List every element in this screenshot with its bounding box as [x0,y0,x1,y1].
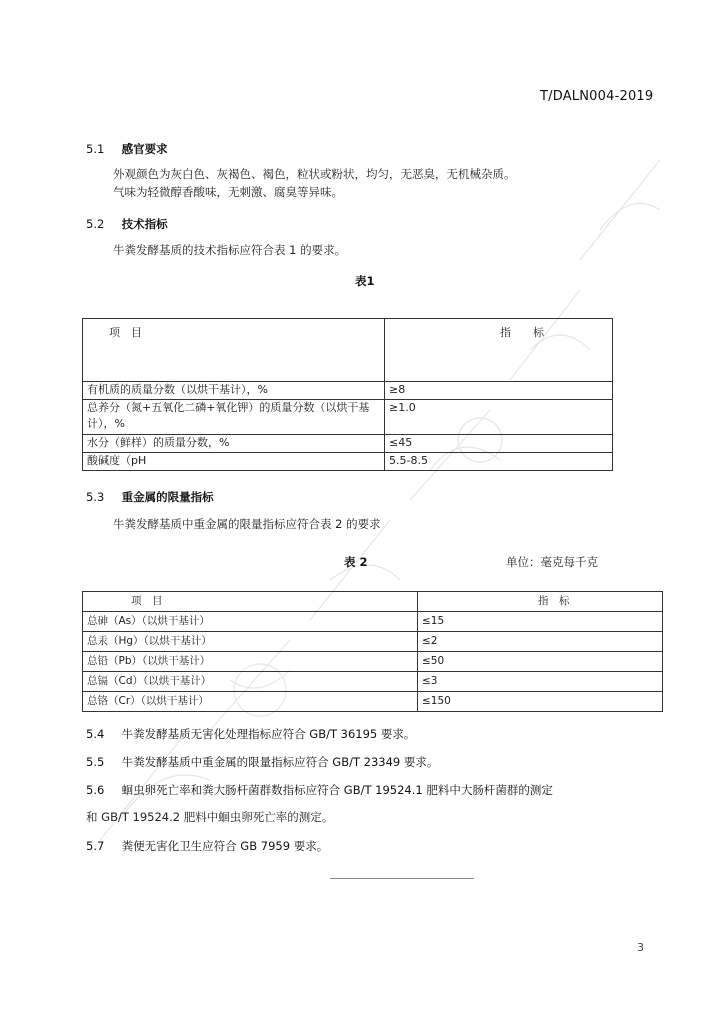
row-value: ≤45 [385,435,613,453]
section-text: 蛔虫卵死亡率和粪大肠杆菌群数指标应符合 GB/T 19524.1 肥料中大肠杆菌群的测定 [121,783,553,797]
row-item: 总砷（As）（以烘干基计） [83,612,418,632]
section-5-2-heading [86,216,168,232]
section-text: 牛粪发酵基质中重金属的限量指标应符合 GB/T 23349 要求。 [121,755,439,769]
header-item: 项 目 [83,319,385,382]
page-number: 3 [637,941,644,954]
row-item: 酸碱度（pH [83,453,385,471]
table-row [83,632,663,652]
section-title: 重金属的限量指标 [121,490,214,504]
section-number: 5.2 [86,217,105,231]
header-item: 项 目 [83,592,418,612]
table2 [82,591,663,712]
section-5-1-line2: 气味为轻微醇香酸味，无刺激、腐臭等异味。 [113,185,343,199]
section-5-3-heading [86,489,214,505]
section-5-2-line1: 牛粪发酵基质的技术指标应符合表 1 的要求。 [113,243,347,257]
row-item: 总养分（氮+五氧化二磷+氧化钾）的质量分数（以烘干基计），% [83,400,385,435]
section-number: 5.4 [86,727,105,741]
document-code: T/DALN004-2019 [540,89,654,104]
end-divider [330,878,474,879]
table2-caption: 表 2 [344,555,368,569]
row-item: 有机质的质量分数（以烘干基计），% [83,382,385,400]
table-row [83,612,663,632]
table-row [83,652,663,672]
section-number: 5.5 [86,755,105,769]
table2-unit: 单位：毫克每千克 [506,555,598,569]
table-row [83,382,613,400]
table-row [83,672,663,692]
row-value: ≤15 [418,612,663,632]
row-item: 总镉（Cd）（以烘干基计） [83,672,418,692]
section-5-5 [86,754,438,770]
section-number: 5.1 [86,142,105,156]
section-5-1-heading [86,141,168,157]
header-index: 指 标 [385,319,613,382]
section-text: 牛粪发酵基质无害化处理指标应符合 GB/T 36195 要求。 [121,727,416,741]
table-row [83,453,613,471]
row-value: ≤50 [418,652,663,672]
table-header-row [83,319,613,382]
row-value: ≥1.0 [385,400,613,435]
table-row [83,400,613,435]
row-item: 总汞（Hg）（以烘干基计） [83,632,418,652]
section-5-3-line1: 牛粪发酵基质中重金属的限量指标应符合表 2 的要求 [113,517,381,531]
row-item: 总铅（Pb）（以烘干基计） [83,652,418,672]
section-title: 技术指标 [121,217,168,231]
section-5-7 [86,838,328,854]
table1 [82,318,613,471]
row-value: 5.5-8.5 [385,453,613,471]
row-item: 总铬（Cr）（以烘干基计） [83,692,418,712]
table1-caption: 表1 [355,274,375,288]
row-value: ≤2 [418,632,663,652]
table-header-row [83,592,663,612]
section-5-6-continuation: 和 GB/T 19524.2 肥料中蛔虫卵死亡率的测定。 [86,810,334,824]
section-number: 5.7 [86,839,105,853]
table-row [83,435,613,453]
section-text: 粪便无害化卫生应符合 GB 7959 要求。 [121,839,329,853]
section-5-6 [86,782,553,798]
section-number: 5.6 [86,783,105,797]
table-row [83,692,663,712]
row-item: 水分（鲜样）的质量分数，% [83,435,385,453]
section-5-4 [86,726,415,742]
row-value: ≤3 [418,672,663,692]
row-value: ≥8 [385,382,613,400]
section-5-1-line1: 外观颜色为灰白色、灰褐色、褐色，粒状或粉状，均匀，无恶臭，无机械杂质。 [113,167,516,181]
row-value: ≤150 [418,692,663,712]
header-index: 指 标 [418,592,663,612]
section-number: 5.3 [86,490,105,504]
section-title: 感官要求 [121,142,168,156]
